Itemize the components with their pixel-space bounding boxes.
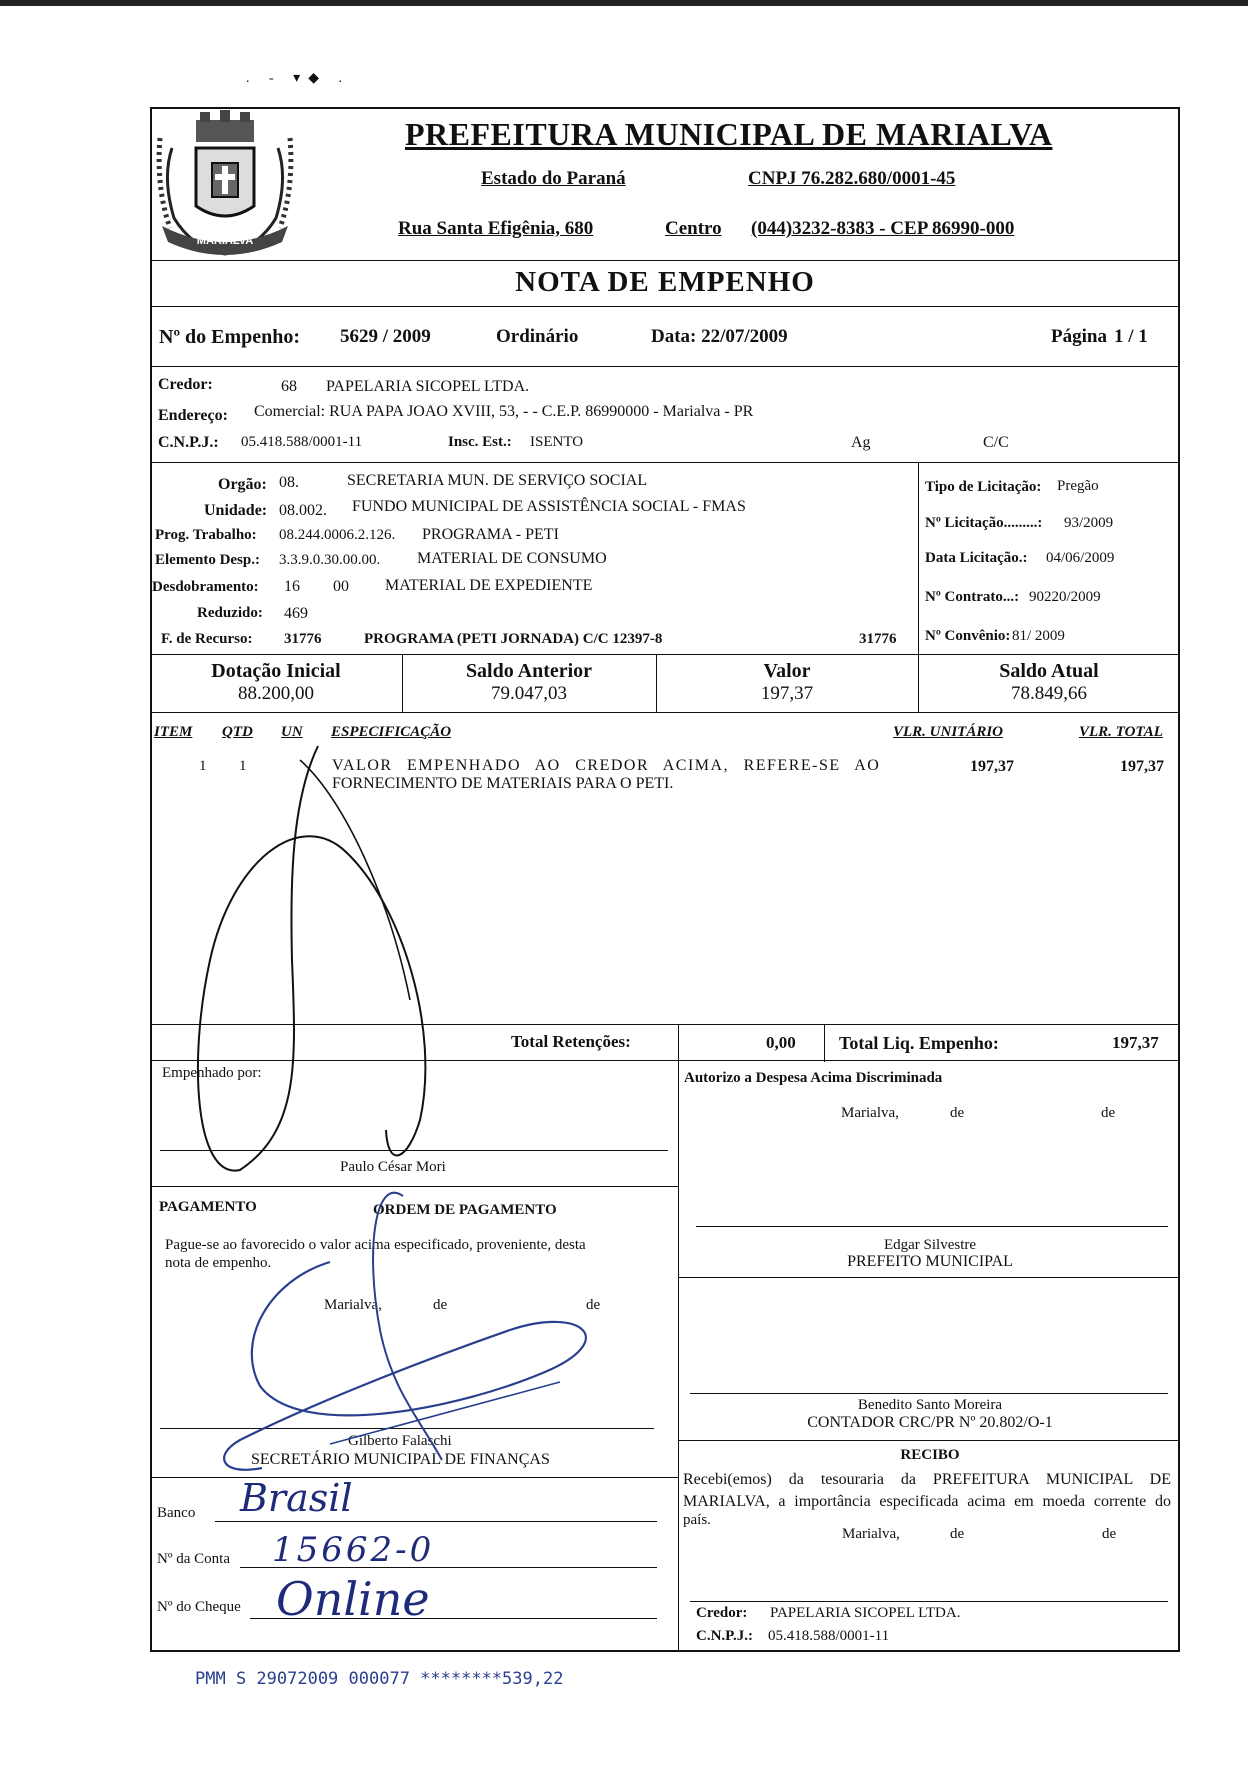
phone-cep-label: (044)3232-8383 - CEP 86990-000 [751, 218, 1015, 239]
liq-empenho-label: Total Liq. Empenho: [839, 1033, 999, 1053]
page-number: 1 / 1 [1114, 326, 1148, 347]
empenho-type: Ordinário [496, 326, 579, 347]
convenio-value: 81/ 2009 [1012, 628, 1065, 644]
credor-label: Credor: [158, 376, 213, 393]
elem-label: Elemento Desp.: [155, 552, 260, 568]
autorizo-de2: de [1101, 1105, 1116, 1121]
orgao-code: 08. [279, 474, 299, 491]
desd-a: 16 [284, 578, 300, 595]
saldo-value: 78.849,66 [1011, 683, 1087, 704]
page-label: Página [1051, 326, 1107, 347]
recibo-title: RECIBO [900, 1447, 960, 1463]
pagamento-text-1: Pague-se ao favorecido o valor acima especificado, proveniente, desta [165, 1237, 586, 1253]
pagamento-de2: de [586, 1297, 601, 1313]
contrato-label: Nº Contrato...: [925, 589, 1020, 605]
signature-line [690, 1393, 1168, 1394]
banco-label: Banco [157, 1505, 196, 1521]
empenhado-label: Empenhado por: [162, 1065, 262, 1081]
recibo-cnpj-label: C.N.P.J.: [696, 1628, 753, 1644]
empenho-number: 5629 / 2009 [340, 326, 431, 347]
recibo-credor-name: PAPELARIA SICOPEL LTDA. [770, 1605, 961, 1621]
cnpj-credor-value: 05.418.588/0001-11 [241, 434, 363, 450]
autorizo-place: Marialva, [841, 1105, 899, 1121]
insc-value: ISENTO [530, 434, 584, 450]
cheque-value: Online [276, 1572, 430, 1626]
liq-empenho-value: 197,37 [1112, 1033, 1159, 1052]
saldo-value: 79.047,03 [491, 683, 567, 704]
saldo-atual [918, 660, 1180, 705]
empenho-label: Nº do Empenho: [159, 326, 301, 348]
retencoes-value: 0,00 [766, 1033, 796, 1052]
saldo-dotacao [150, 660, 402, 705]
recibo-text-2: MARIALVA, a importância especificada acima em moeda corrente do [683, 1493, 1171, 1510]
fonte-name: PROGRAMA (PETI JORNADA) C/C 12397-8 [364, 631, 663, 647]
unidade-code: 08.002. [279, 502, 327, 519]
divider [150, 654, 1180, 655]
scan-top-edge [0, 0, 1248, 6]
page-title: PREFEITURA MUNICIPAL DE MARIALVA [405, 116, 1053, 152]
autorizo-de1: de [950, 1105, 965, 1121]
reduzido-label: Reduzido: [197, 605, 263, 621]
retencoes-label: Total Retenções: [511, 1032, 631, 1051]
scan-specks: . - ▾◆ . [246, 71, 350, 86]
elem-code: 3.3.9.0.30.00.00. [279, 552, 381, 568]
data-licitacao-value: 04/06/2009 [1046, 550, 1115, 566]
insc-label: Insc. Est.: [448, 434, 512, 450]
divider [824, 1024, 825, 1062]
recibo-text-3: país. [683, 1512, 711, 1528]
pagamento-place: Marialva, [324, 1297, 382, 1313]
row-item: 1 [199, 758, 207, 774]
desd-name: MATERIAL DE EXPEDIENTE [385, 577, 593, 594]
credor-name: PAPELARIA SICOPEL LTDA. [326, 378, 530, 395]
recibo-credor-label: Credor: [696, 1605, 748, 1621]
conta-value: 15662-0 [272, 1530, 435, 1570]
district-label: Centro [665, 218, 722, 239]
divider [150, 260, 1180, 261]
banco-value: Brasil [240, 1476, 353, 1520]
signature-line [160, 1428, 654, 1429]
credor-code: 68 [281, 378, 297, 395]
col-item: ITEM [154, 724, 193, 740]
elem-name: MATERIAL DE CONSUMO [417, 550, 607, 567]
prog-label: Prog. Trabalho: [155, 527, 257, 543]
saldo-value: 88.200,00 [238, 683, 314, 704]
prog-code: 08.244.0006.2.126. [279, 527, 396, 543]
divider [150, 1186, 678, 1187]
empenho-date: Data: 22/07/2009 [651, 326, 788, 347]
municipal-coat-of-arms-icon [152, 108, 298, 260]
doc-title: NOTA DE EMPENHO [515, 266, 815, 298]
divider [918, 462, 919, 654]
prefeito-role: PREFEITO MUNICIPAL [847, 1253, 1013, 1270]
recibo-text-1: Recebi(emos) da tesouraria da PREFEITURA MUNICIPAL DE [683, 1471, 1171, 1488]
row-vlr-unitario: 197,37 [970, 758, 1014, 775]
cc-label: C/C [983, 434, 1009, 451]
state-label: Estado do Paraná [481, 168, 626, 189]
row-qtd: 1 [239, 758, 247, 774]
saldo-anterior [402, 660, 656, 705]
conta-label: Nº da Conta [157, 1551, 230, 1567]
autorizo-title: Autorizo a Despesa Acima Discriminada [684, 1070, 943, 1086]
prog-name: PROGRAMA - PETI [422, 526, 559, 543]
col-especificacao: ESPECIFICAÇÃO [331, 724, 452, 740]
row-desc-line1: VALOR EMPENHADO AO CREDOR ACIMA, REFERE-SE AO [332, 757, 881, 774]
pagamento-label: PAGAMENTO [159, 1199, 257, 1215]
orgao-label: Orgão: [218, 476, 267, 493]
divider [678, 1440, 1180, 1441]
divider [150, 462, 1180, 463]
ag-label: Ag [851, 434, 871, 451]
recibo-de2: de [1102, 1526, 1117, 1542]
address-label: Rua Santa Efigênia, 680 [398, 218, 594, 239]
secretario-name: Gilberto Falaschi [348, 1433, 452, 1449]
prefeito-name: Edgar Silvestre [883, 1237, 977, 1253]
reduzido-value: 469 [284, 605, 308, 622]
recibo-cnpj-value: 05.418.588/0001-11 [768, 1628, 890, 1644]
tipo-licitacao-value: Pregão [1057, 478, 1099, 494]
col-vlr-unitario: VLR. UNITÁRIO [893, 724, 1004, 740]
col-qtd: QTD [222, 724, 253, 740]
footer-code: PMM S 29072009 000077 ********539,22 [195, 1669, 564, 1689]
unidade-label: Unidade: [204, 502, 268, 519]
fonte-label: F. de Recurso: [161, 631, 253, 647]
divider [150, 1477, 678, 1478]
divider [678, 1024, 679, 1062]
signature-line [160, 1150, 668, 1151]
fonte-code-2: 31776 [859, 631, 897, 647]
contrato-value: 90220/2009 [1029, 589, 1101, 605]
orgao-name: SECRETARIA MUN. DE SERVIÇO SOCIAL [347, 472, 648, 489]
divider [678, 1277, 1180, 1278]
saldo-value: 197,37 [760, 683, 814, 704]
cnpj-label: CNPJ 76.282.680/0001-45 [748, 168, 956, 189]
pagamento-de1: de [433, 1297, 448, 1313]
cnpj-credor-label: C.N.P.J.: [158, 434, 219, 451]
cheque-label: Nº do Cheque [157, 1599, 241, 1615]
seal-text: MARIALVA [196, 235, 254, 247]
col-vlr-total: VLR. TOTAL [1079, 724, 1163, 740]
recibo-de1: de [950, 1526, 965, 1542]
divider [150, 366, 1180, 367]
recibo-place: Marialva, [842, 1526, 900, 1542]
row-desc-line2: FORNECIMENTO DE MATERIAIS PARA O PETI. [332, 775, 674, 792]
banco-line [215, 1521, 657, 1522]
row-vlr-total: 197,37 [1120, 758, 1164, 775]
convenio-label: Nº Convênio: [925, 628, 1011, 644]
ordem-pagamento-label: ORDEM DE PAGAMENTO [373, 1202, 557, 1218]
pagamento-text-2: nota de empenho. [165, 1255, 272, 1271]
tipo-licitacao-label: Tipo de Licitação: [925, 479, 1042, 495]
num-licitacao-label: Nº Licitação.........: [925, 515, 1043, 531]
data-licitacao-label: Data Licitação.: [925, 550, 1028, 566]
saldo-label: Valor [763, 660, 811, 682]
endereco-value: Comercial: RUA PAPA JOAO XVIII, 53, - - C.E.P. 86990000 - Marialva - PR [254, 403, 754, 420]
divider [150, 712, 1180, 713]
contador-role: CONTADOR CRC/PR Nº 20.802/O-1 [807, 1414, 1053, 1431]
unidade-name: FUNDO MUNICIPAL DE ASSISTÊNCIA SOCIAL - FMAS [352, 498, 746, 515]
divider [150, 306, 1180, 307]
contador-name: Benedito Santo Moreira [857, 1397, 1003, 1413]
divider [150, 1024, 1180, 1025]
signature-line [696, 1226, 1168, 1227]
saldo-label: Dotação Inicial [211, 660, 341, 682]
desd-label: Desdobramento: [152, 579, 259, 595]
divider [678, 1060, 679, 1652]
secretario-role: SECRETÁRIO MUNICIPAL DE FINANÇAS [251, 1451, 550, 1468]
saldo-label: Saldo Atual [999, 660, 1099, 682]
endereco-label: Endereço: [158, 407, 228, 424]
num-licitacao-value: 93/2009 [1064, 515, 1114, 531]
desd-b: 00 [333, 578, 349, 595]
signature-line [690, 1601, 1168, 1602]
fonte-code: 31776 [284, 631, 322, 647]
col-un: UN [281, 724, 303, 740]
saldo-label: Saldo Anterior [465, 660, 593, 682]
divider [150, 1060, 1180, 1061]
saldo-valor [656, 660, 918, 705]
empenhado-name: Paulo César Mori [340, 1159, 446, 1175]
